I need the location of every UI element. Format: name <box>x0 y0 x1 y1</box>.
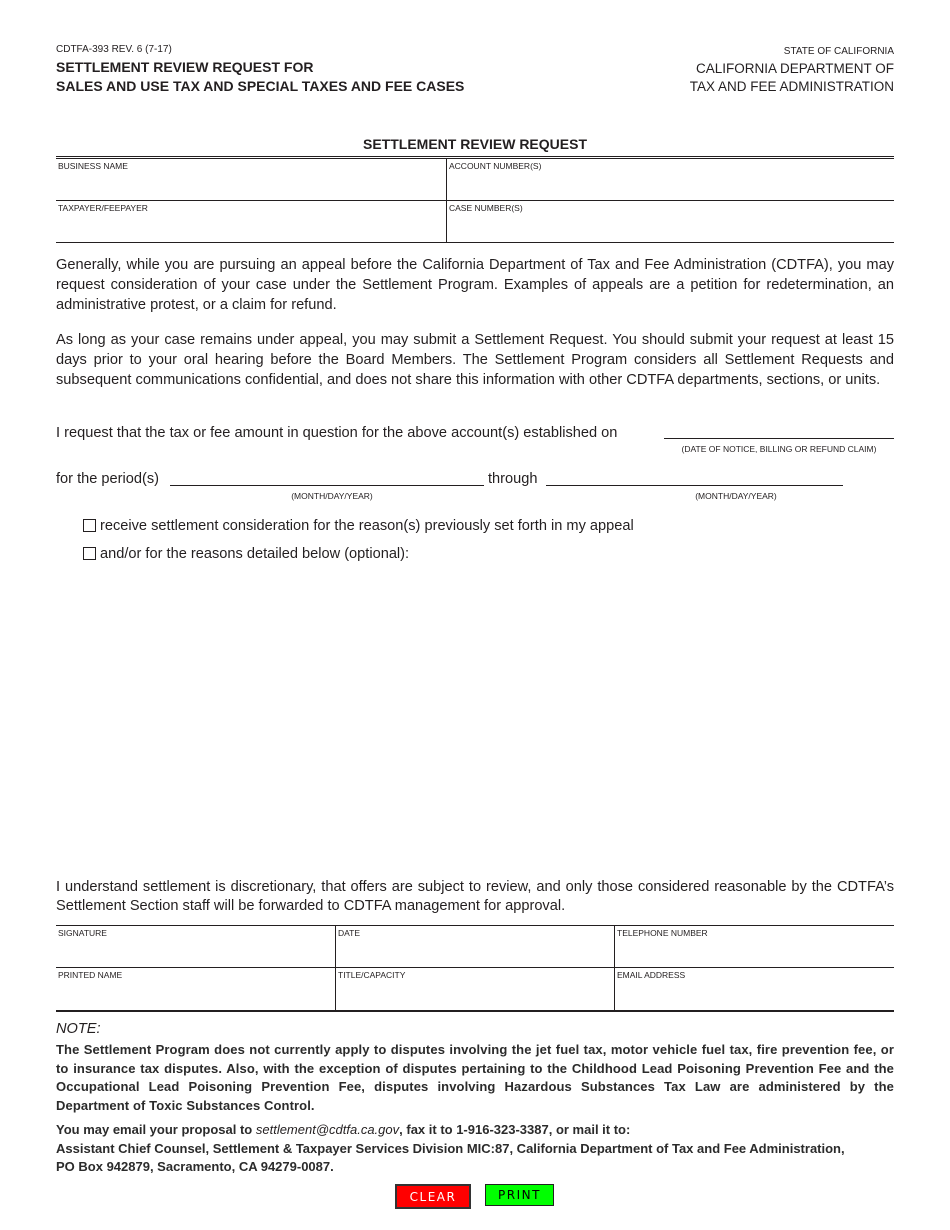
title-label: TITLE/CAPACITY <box>338 970 406 980</box>
form-title <box>56 58 464 96</box>
title-input[interactable] <box>338 986 612 1008</box>
request-text: I request that the tax or fee amount in question for the above account(s) established on <box>56 425 618 441</box>
period-from-input[interactable] <box>170 469 484 486</box>
title-cell <box>335 968 614 1010</box>
period-to-input[interactable] <box>546 469 843 486</box>
taxpayer-input[interactable] <box>58 218 444 240</box>
case-numbers-input[interactable] <box>449 218 892 240</box>
account-numbers-input[interactable] <box>449 176 892 198</box>
contact-prefix: You may email your proposal to <box>56 1122 256 1137</box>
signature-cell <box>56 926 335 967</box>
reasons-textarea[interactable] <box>56 572 894 870</box>
intro-paragraph: Generally, while you are pursuing an appeal before the California Department of Tax and Fee Administration (CDTFA), you may request consideration of your case under the Settlement Program. Examples of appeals are a petition for redetermination, an administrative protest, or a claim for refund. <box>56 257 894 313</box>
notice-date-caption: (DATE OF NOTICE, BILLING OR REFUND CLAIM) <box>681 444 877 454</box>
period-to-caption: (MONTH/DAY/YEAR) <box>695 491 777 501</box>
period-from-caption: (MONTH/DAY/YEAR) <box>291 491 373 501</box>
detailed-reasons-checkbox[interactable] <box>83 547 96 560</box>
previous-reasons-checkbox[interactable] <box>83 519 96 532</box>
date-cell <box>335 926 614 967</box>
date-input[interactable] <box>338 943 612 965</box>
period-from-line <box>170 468 484 486</box>
clear-button[interactable]: CLEAR <box>395 1184 471 1209</box>
case-numbers-label: CASE NUMBER(S) <box>449 203 523 213</box>
telephone-label: TELEPHONE NUMBER <box>617 928 708 938</box>
section-title: SETTLEMENT REVIEW REQUEST <box>362 136 587 152</box>
note-heading: NOTE: <box>56 1021 101 1037</box>
business-name-label: BUSINESS NAME <box>58 161 128 171</box>
agency-name <box>690 60 894 96</box>
account-numbers-cell <box>446 159 894 200</box>
address-line1: Assistant Chief Counsel, Settlement & Taxpayer Services Division MIC:87, California Department of Tax and Fee Administration, <box>56 1140 845 1156</box>
taxpayer-label: TAXPAYER/FEEPAYER <box>58 203 148 213</box>
period-label: for the period(s) <box>56 471 160 487</box>
form-code: CDTFA-393 REV. 6 (7-17) <box>56 44 172 55</box>
previous-reasons-label: receive settlement consideration for the reason(s) previously set forth in my appeal <box>100 518 634 534</box>
printed-name-cell <box>56 968 335 1010</box>
contact-line <box>56 1121 916 1140</box>
email-cell <box>614 968 894 1010</box>
printed-name-input[interactable] <box>58 986 333 1008</box>
date-label: DATE <box>338 928 361 938</box>
notice-date-input[interactable] <box>664 422 894 439</box>
printed-name-label: PRINTED NAME <box>58 970 123 980</box>
through-label: through <box>488 471 538 487</box>
detailed-reasons-label: and/or for the reasons detailed below (optional): <box>100 546 410 562</box>
notice-date-line <box>664 421 894 439</box>
telephone-input[interactable] <box>617 943 892 965</box>
address-line2: PO Box 942879, Sacramento, CA 94279-0087. <box>56 1159 334 1174</box>
case-numbers-cell <box>446 201 894 242</box>
signature-input[interactable] <box>58 943 333 965</box>
contact-block <box>56 1121 916 1177</box>
taxpayer-cell <box>56 201 446 242</box>
email-label: EMAIL ADDRESS <box>617 970 686 980</box>
understand-paragraph: I understand settlement is discretionary, that offers are subject to review, and only those considered reasonable by the CDTFA’s Settlement Section staff will be forwarded to CDTFA management for approval. <box>56 879 894 914</box>
state-label: STATE OF CALIFORNIA <box>783 46 894 57</box>
email-input[interactable] <box>617 986 892 1008</box>
agency-name-line2: TAX AND FEE ADMINISTRATION <box>689 79 894 94</box>
account-numbers-label: ACCOUNT NUMBER(S) <box>449 161 542 171</box>
appeal-paragraph: As long as your case remains under appeal, you may submit a Settlement Request. You should submit your request at least 15 days prior to your oral hearing before the Board Members. The Settlement Program considers all Settlement Requests and subsequent communications confidential, and does not share this information with other CDTFA departments, sections, or units. <box>56 332 894 388</box>
business-info-grid <box>56 156 894 243</box>
print-button[interactable]: PRINT <box>485 1184 554 1206</box>
agency-name-line1: CALIFORNIA DEPARTMENT OF <box>695 61 894 76</box>
form-title-line1: SETTLEMENT REVIEW REQUEST FOR <box>56 59 314 75</box>
note-body: The Settlement Program does not currently apply to disputes involving the jet fuel tax, motor vehicle fuel tax, fire prevention fee, or to insurance tax disputes. Also, with the exception of disputes pertaining to the Childhood Lead Poisoning Prevention Fee and the Occupational Lead Poisoning Prevention Fee, disputes involving Hazardous Substances Tax Law are administered by the Department of Toxic Substances Control. <box>56 1042 894 1113</box>
period-to-line <box>546 468 843 486</box>
telephone-cell <box>614 926 894 967</box>
settlement-email-link[interactable]: settlement@cdtfa.ca.gov <box>255 1122 400 1137</box>
business-name-cell <box>56 159 446 200</box>
form-title-line2: SALES AND USE TAX AND SPECIAL TAXES AND FEE CASES <box>56 78 465 94</box>
business-name-input[interactable] <box>58 176 444 198</box>
contact-suffix: , fax it to 1-916-323-3387, or mail it to: <box>399 1122 631 1137</box>
signature-label: SIGNATURE <box>58 928 107 938</box>
signature-grid-double-rule <box>56 1011 894 1012</box>
signature-grid <box>56 925 894 1011</box>
